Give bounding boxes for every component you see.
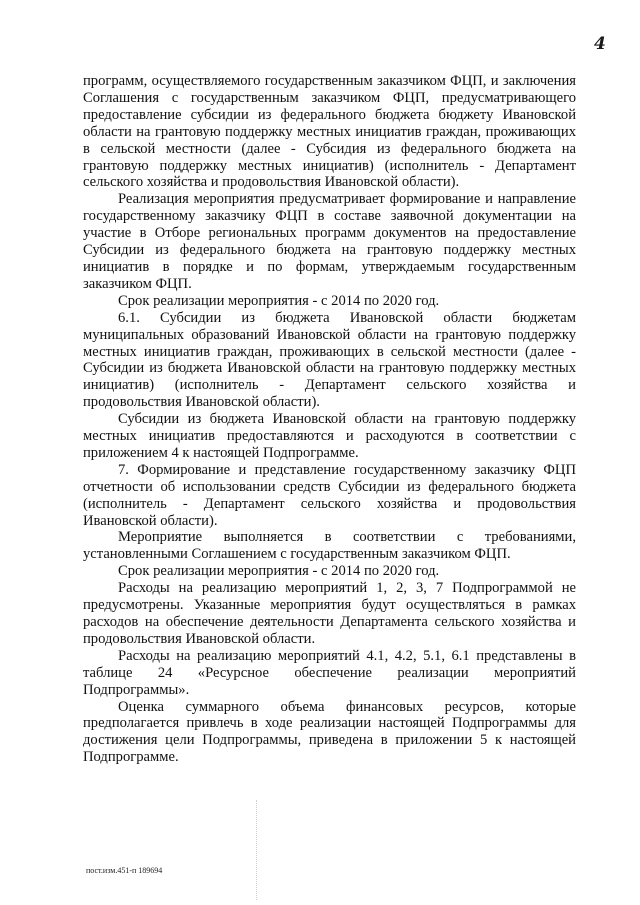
document-body [83,73,576,766]
footer-document-code: пост.изм.451-п 189694 [86,866,163,875]
paragraph-continuation: программ, осуществляемого государственным заказчиком ФЦП, и заключения Соглашения с государственным заказчиком ФЦП, предусматривающего предоставление субсидии из федерального бюджета бюджету Ивановской области на грантовую поддержку местных инициатив граждан, проживающих в сельской местности (далее - Субсидия из федерального бюджета на грантовую поддержку местных инициатив) (исполнитель - Департамент сельского хозяйства и продовольствия Ивановской области). [83,73,576,191]
paragraph-expenses-table: Расходы на реализацию мероприятий 4.1, 4.2, 5.1, 6.1 представлены в таблице 24 «Ресурсное обеспечение реализации мероприятий Подпрограммы». [83,647,576,698]
paragraph-item-7: 7. Формирование и представление государственному заказчику ФЦП отчетности об использовании средств Субсидии из федерального бюджета (исполнитель - Департамент сельского хозяйства и продовольствия Ивановской области). [83,461,576,529]
paragraph-subsidies: Субсидии из бюджета Ивановской области на грантовую поддержку местных инициатив предоставляются и расходуются в соответствии с приложением 4 к настоящей Подпрограмме. [83,411,576,461]
paragraph-assessment: Оценка суммарного объема финансовых ресурсов, которые предполагается привлечь в ходе реализации настоящей Подпрограммы для достижения цели Подпрограммы, приведена в приложении 5 к настоящей Подпрограмме. [83,698,576,766]
paragraph-expenses: Расходы на реализацию мероприятий 1, 2, 3, 7 Подпрограммой не предусмотрены. Указанные мероприятия будут осуществляться в рамках расходов на обеспечение деятельности Департамента сельского хозяйства и продовольствия Ивановской области. [83,580,576,647]
paragraph-item-6-1: 6.1. Субсидии из бюджета Ивановской области бюджетам муниципальных образований Ивановской области на грантовую поддержку местных инициатив граждан, проживающих в сельской местности (далее - Субсидии из бюджета Ивановской области на грантовую поддержку местных инициатив) (исполнитель - Департамент сельского хозяйства и продовольствия Ивановской области). [83,309,576,411]
paragraph-implementation: Реализация мероприятия предусматривает формирование и направление государственному заказчику ФЦП в составе заявочной документации на участие в Отборе региональных программ документов на предоставление Субсидии из федерального бюджета на грантовую поддержку местных инициатив в порядке и по формам, утверждаемым государственным заказчиком ФЦП. [83,191,576,292]
paragraph-term-2: Срок реализации мероприятия - с 2014 по 2020 год. [118,563,440,580]
scan-artifact-line [256,800,258,900]
page-number: 4 [594,34,606,54]
paragraph-activity: Мероприятие выполняется в соответствии с требованиями, установленными Соглашением с государственным заказчиком ФЦП. [83,529,576,563]
paragraph-term: Срок реализации мероприятия - с 2014 по 2020 год. [118,292,440,309]
